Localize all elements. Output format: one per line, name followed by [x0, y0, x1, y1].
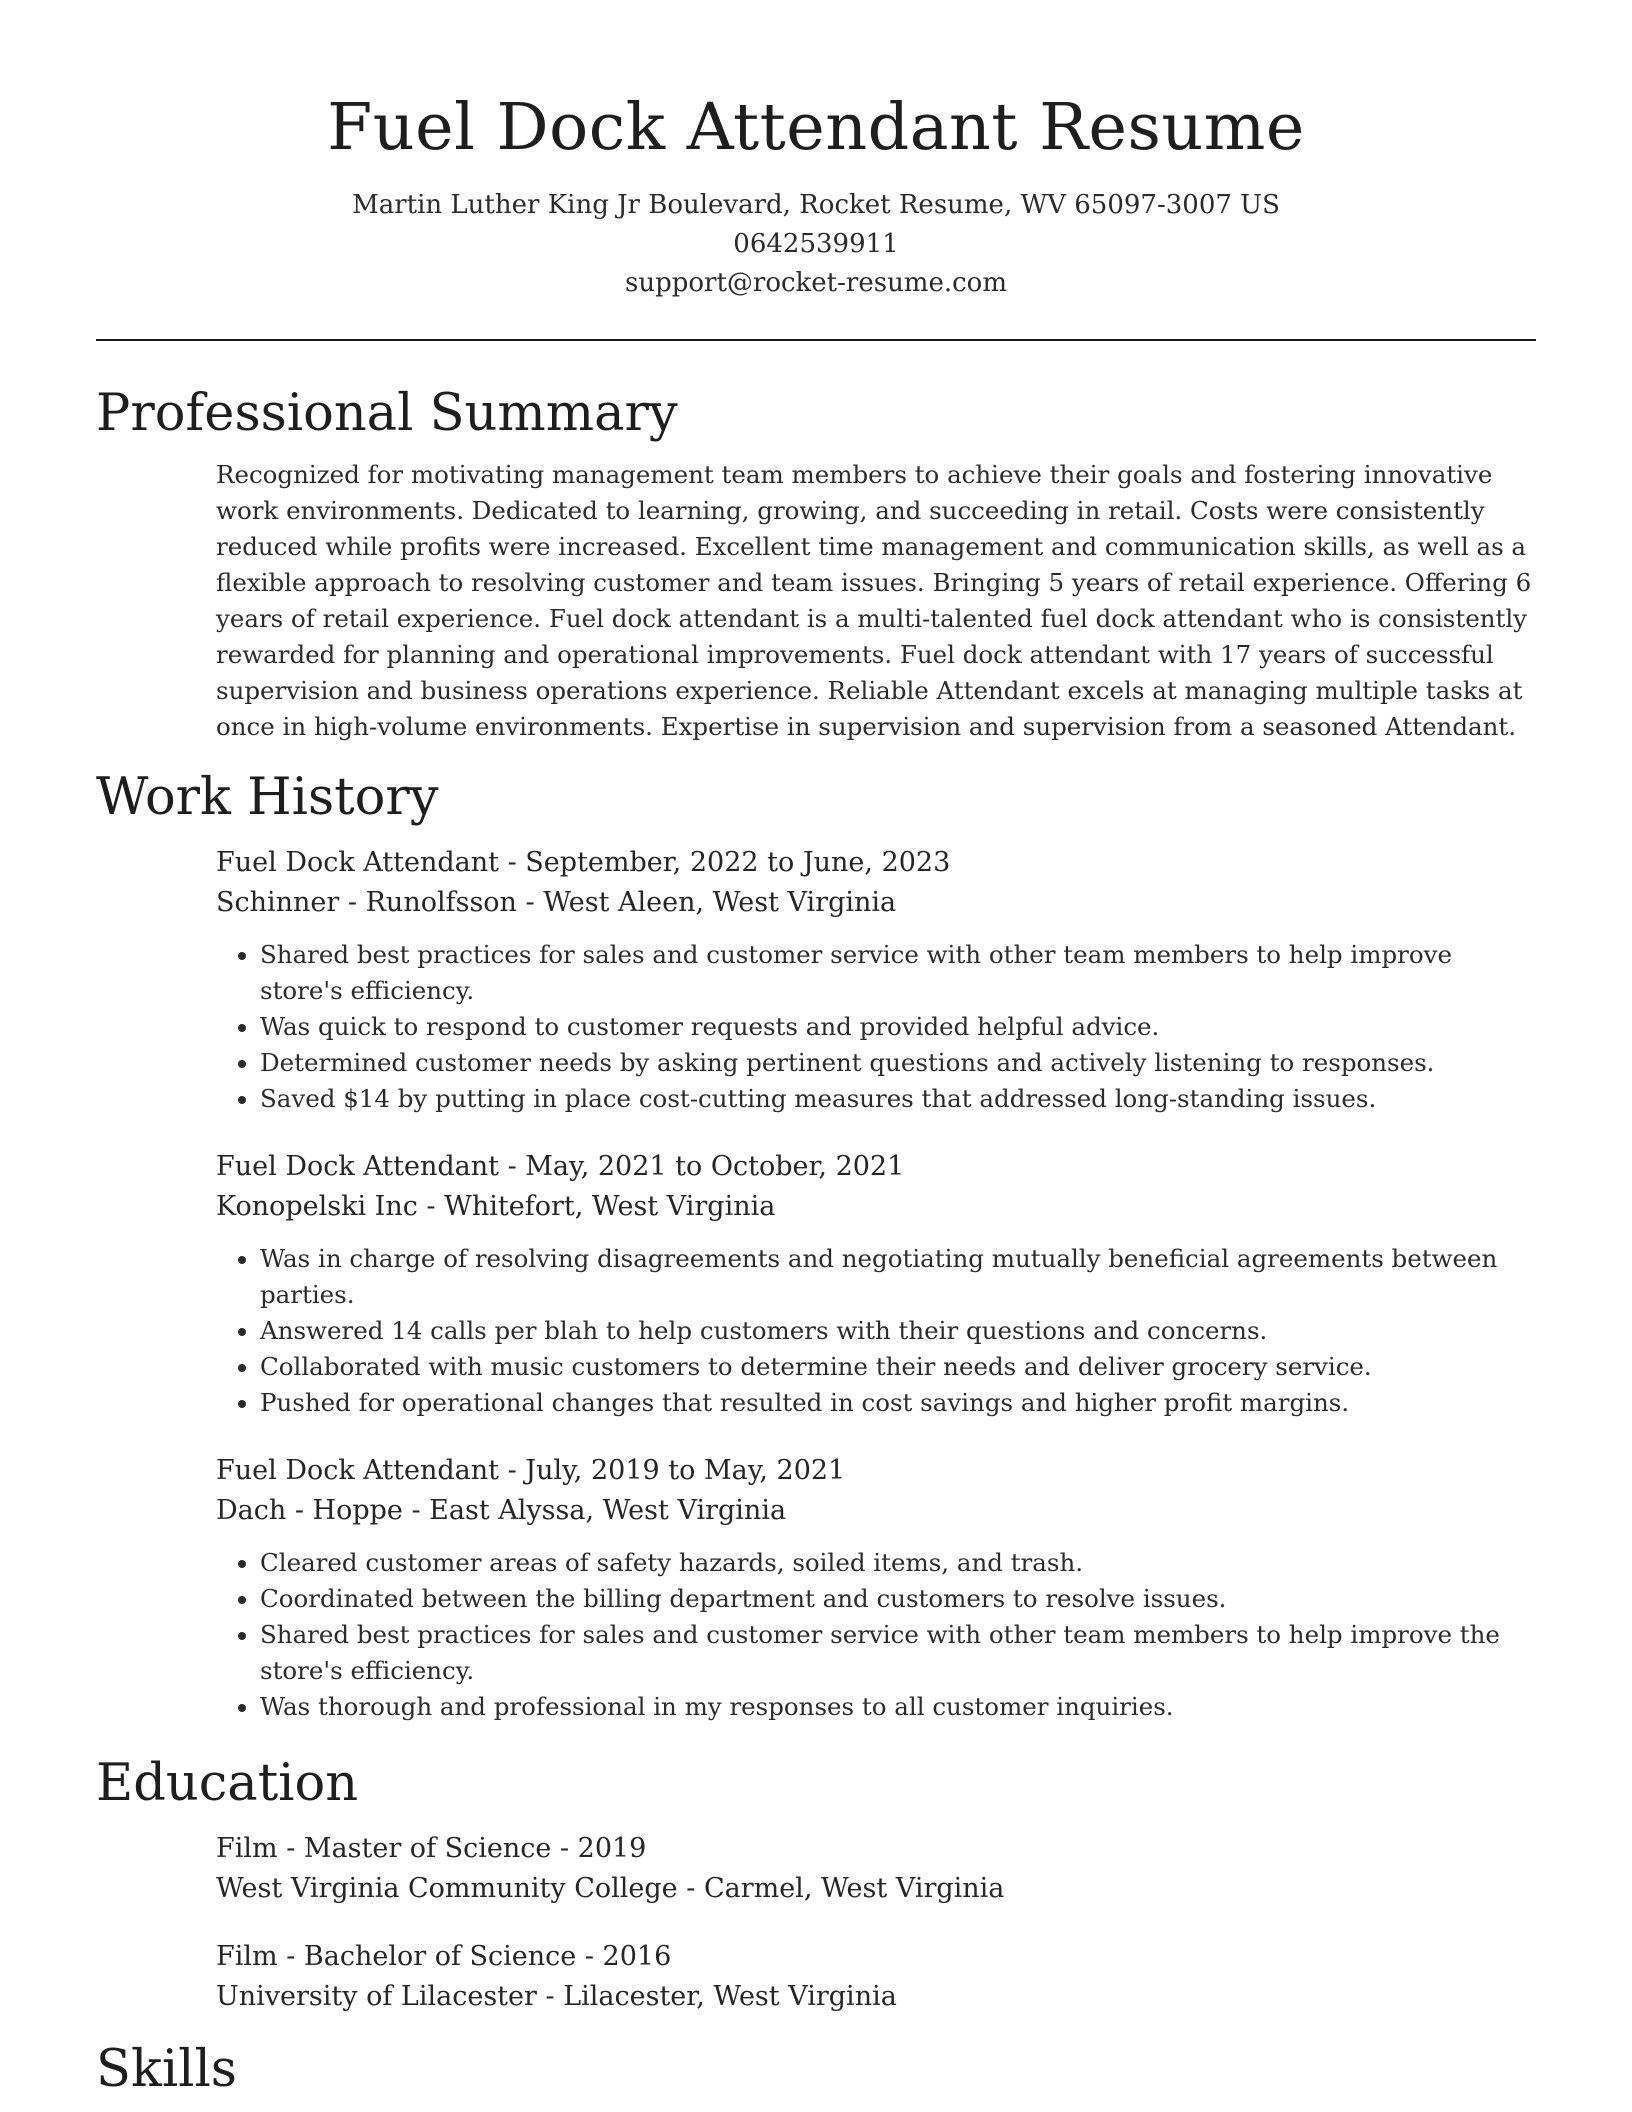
job-entry	[216, 843, 1536, 1117]
job-entry	[216, 1451, 1536, 1725]
job-bullet: • Was quick to respond to customer requests and provided helpful advice.	[260, 1009, 1536, 1045]
job-title-line: Fuel Dock Attendant - July, 2019 to May, 2021	[216, 1455, 846, 1486]
education-degree-line: Film - Bachelor of Science - 2016	[216, 1941, 672, 1972]
job-bullet: • Saved $14 by putting in place cost-cutting measures that addressed long-standing issues.	[260, 1081, 1536, 1117]
skills-heading: Skills	[96, 2040, 237, 2099]
job-company-line: Konopelski Inc - Whitefort, West Virginia	[216, 1191, 776, 1222]
job-title-line: Fuel Dock Attendant - May, 2021 to October, 2021	[216, 1151, 905, 1182]
work-history-heading: Work History	[96, 768, 439, 827]
contact-phone: 0642539911	[733, 229, 899, 259]
job-bullet: • Was in charge of resolving disagreements and negotiating mutually beneficial agreements between parties.	[260, 1241, 1536, 1313]
resume-page	[96, 0, 1536, 2103]
contact-block	[96, 186, 1536, 303]
education-school-line: University of Lilacester - Lilacester, West Virginia	[216, 1981, 897, 2012]
job-title-line: Fuel Dock Attendant - September, 2022 to June, 2023	[216, 847, 951, 878]
job-bullet: • Answered 14 calls per blah to help customers with their questions and concerns.	[260, 1313, 1536, 1349]
contact-email: support@rocket-resume.com	[624, 268, 1007, 298]
job-bullet: • Shared best practices for sales and customer service with other team members to help improve the store's efficiency.	[260, 1617, 1536, 1689]
job-company-line: Schinner - Runolfsson - West Aleen, West Virginia	[216, 887, 897, 918]
job-bullets	[216, 937, 1536, 1117]
summary-heading: Professional Summary	[96, 384, 678, 443]
job-bullet: • Pushed for operational changes that resulted in cost savings and higher profit margins.	[260, 1385, 1536, 1421]
education-heading: Education	[96, 1754, 359, 1813]
work-history-section	[216, 843, 1536, 1725]
contact-address: Martin Luther King Jr Boulevard, Rocket Resume, WV 65097-3007 US	[352, 190, 1280, 220]
job-bullet: • Cleared customer areas of safety hazards, soiled items, and trash.	[260, 1545, 1536, 1581]
summary-section	[216, 457, 1536, 745]
job-bullet: • Coordinated between the billing department and customers to resolve issues.	[260, 1581, 1536, 1617]
education-degree-line: Film - Master of Science - 2019	[216, 1833, 647, 1864]
resume-title: Fuel Dock Attendant Resume	[327, 90, 1305, 165]
education-entry	[216, 1937, 1536, 2017]
job-bullets	[216, 1545, 1536, 1725]
job-bullets	[216, 1241, 1536, 1421]
job-company-line: Dach - Hoppe - East Alyssa, West Virginia	[216, 1495, 787, 1526]
job-entry	[216, 1147, 1536, 1421]
education-entry	[216, 1829, 1536, 1909]
summary-text: Recognized for motivating management team members to achieve their goals and fostering innovative work environments. Dedicated to learning, growing, and succeeding in retail. Costs were consistently reduced while profits were increased. Excellent time management and communication skills, as well as a flexible approach to resolving customer and team issues. Bringing 5 years of retail experience. Offering 6 years of retail experience. Fuel dock attendant is a multi-talented fuel dock attendant who is consistently rewarded for planning and operational improvements. Fuel dock attendant with 17 years of successful supervision and business operations experience. Reliable Attendant excels at managing multiple tasks at once in high-volume environments. Expertise in supervision and supervision from a seasoned Attendant.	[216, 460, 1532, 741]
education-school-line: West Virginia Community College - Carmel, West Virginia	[216, 1873, 1005, 1904]
header-divider	[96, 339, 1536, 341]
job-bullet: • Was thorough and professional in my responses to all customer inquiries.	[260, 1689, 1536, 1725]
education-section	[216, 1829, 1536, 2017]
job-bullet: • Shared best practices for sales and customer service with other team members to help improve store's efficiency.	[260, 937, 1536, 1009]
job-bullet: • Determined customer needs by asking pertinent questions and actively listening to responses.	[260, 1045, 1536, 1081]
job-bullet: • Collaborated with music customers to determine their needs and deliver grocery service.	[260, 1349, 1536, 1385]
